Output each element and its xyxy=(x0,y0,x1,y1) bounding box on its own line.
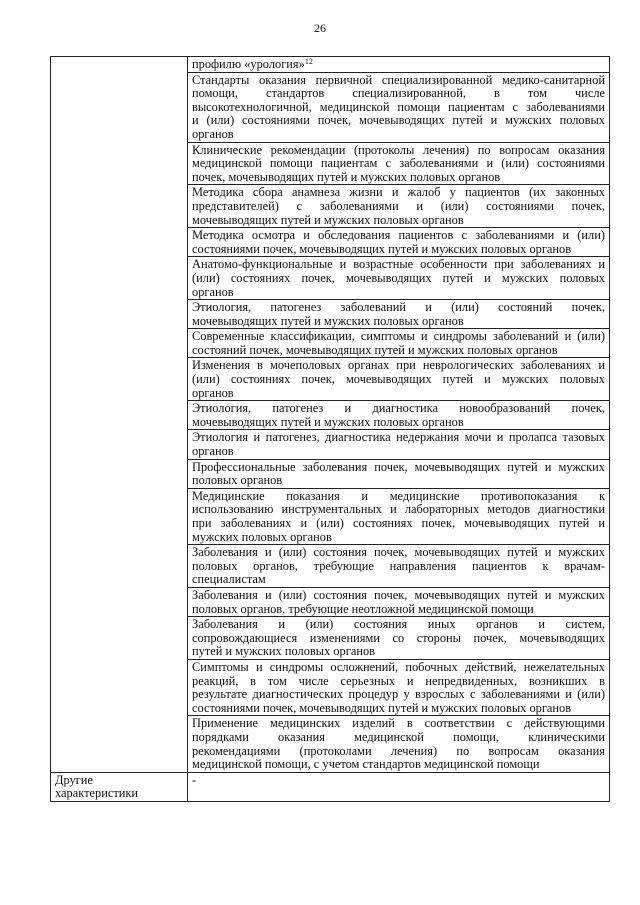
knowledge-item-line: Заболевания и (или) состояния почек, мочевыводящих путей и мужских xyxy=(192,587,605,602)
knowledge-item-line: Медицинские показания и медицинские противопоказания к xyxy=(192,488,605,503)
knowledge-item-line: (или) состояниях почек, мочевыводящих путей и мужских половых xyxy=(192,270,605,285)
knowledge-item-line: Симптомы и синдромы осложнений, побочных действий, нежелательных xyxy=(192,659,605,674)
knowledge-item-line: половых органов xyxy=(192,473,283,488)
knowledge-item-line: органов xyxy=(192,126,234,141)
knowledge-item-line: медицинской помощи, с учетом стандартов медицинской помощи xyxy=(192,757,540,772)
knowledge-item-line: Заболевания и (или) состояния почек, мочевыводящих путей и мужских xyxy=(192,545,605,560)
knowledge-item-line: Этиология, патогенез заболеваний и (или) состояний почек, xyxy=(192,300,605,315)
knowledge-item-line: Методика сбора анамнеза жизни и жалоб у пациентов (их законных xyxy=(192,185,605,200)
other-characteristics-label xyxy=(51,772,188,801)
knowledge-item-line: состояниями почек, мочевыводящих путей и мужских половых органов xyxy=(192,700,572,715)
knowledge-item-line: порядками оказания медицинской помощи, клиническими xyxy=(192,729,605,744)
knowledge-item-line: половых органов, требующие направления пациентов к врачам- xyxy=(192,558,605,573)
knowledge-item-line: специалистам xyxy=(192,572,266,587)
knowledge-item-line: представителей) с заболеваниями и (или) состояниями почек, xyxy=(192,198,605,213)
knowledge-item-line: состояний почек, мочевыводящих путей и мужских половых органов xyxy=(192,342,558,357)
knowledge-item-line: органов xyxy=(192,444,234,459)
knowledge-item-line: органов xyxy=(192,385,234,400)
knowledge-item-line: Этиология, патогенез и диагностика новообразований почек, xyxy=(192,401,605,416)
knowledge-item-line: состояниями почек, мочевыводящих путей и мужских половых органов xyxy=(192,241,572,256)
knowledge-item-line: Анатомо-функциональные и возрастные особенности при заболеваниях и xyxy=(192,257,605,272)
knowledge-item xyxy=(188,72,610,142)
knowledge-item xyxy=(188,430,610,459)
knowledge-item xyxy=(188,488,610,544)
knowledge-item xyxy=(188,659,610,715)
knowledge-item-line: Клинические рекомендации (протоколы лечения) по вопросам оказания xyxy=(192,142,605,157)
knowledge-item xyxy=(188,185,610,228)
knowledge-table-body xyxy=(51,57,610,802)
knowledge-item xyxy=(188,716,610,772)
page-number: 26 xyxy=(314,21,326,35)
knowledge-item-line: Профессиональные заболевания почек, мочевыводящих путей и мужских xyxy=(192,459,605,474)
knowledge-item-line: высокотехнологичной, медицинской помощи пациентам с заболеваниями xyxy=(192,99,605,114)
knowledge-item xyxy=(188,228,610,257)
knowledge-item-line: мочевыводящих путей и мужских половых органов xyxy=(192,313,464,328)
knowledge-item xyxy=(188,57,610,73)
knowledge-item-line: (или) состояниях почек, мочевыводящих путей и мужских половых xyxy=(192,372,605,387)
knowledge-item-text: профилю «урология» xyxy=(192,57,305,71)
knowledge-item-line: и (или) состояниями почек, мочевыводящих путей и мужских половых xyxy=(192,113,605,128)
knowledge-item-line: при заболеваниях и (или) состояниях почек, мочевыводящих путей и xyxy=(192,516,605,530)
knowledge-item xyxy=(188,617,610,660)
knowledge-item-line: помощи, стандартов специализированной, в том числе xyxy=(192,86,605,101)
knowledge-item xyxy=(188,257,610,300)
knowledge-item-line: Изменения в мочеполовых органах при неврологических заболеваниях и xyxy=(192,358,605,373)
knowledge-item-line: результате диагностических процедур у взрослых с заболеваниями и (или) xyxy=(192,687,605,702)
table-row xyxy=(51,57,610,73)
knowledge-item-line: Современные классификации, симптомы и синдромы заболеваний и (или) xyxy=(192,329,605,344)
knowledge-item xyxy=(188,329,610,358)
table-row xyxy=(51,772,610,801)
knowledge-item xyxy=(188,587,610,616)
other-characteristics-value: - xyxy=(188,772,610,801)
knowledge-item-line: рекомендациями (протоколами лечения) по вопросам оказания xyxy=(192,743,605,758)
other-characteristics-label-line: характеристики xyxy=(55,786,139,801)
knowledge-item xyxy=(188,545,610,588)
knowledge-item-line: органов xyxy=(192,284,234,299)
knowledge-item xyxy=(188,358,610,401)
knowledge-item-line: половых органов, требующие неотложной медицинской помощи xyxy=(192,601,534,616)
knowledge-item-line: медицинской помощи пациентам с заболеваниями и (или) состояниями xyxy=(192,156,605,171)
knowledge-item-line: мочевыводящих путей и мужских половых органов xyxy=(192,414,464,429)
knowledge-table xyxy=(50,56,610,802)
knowledge-item xyxy=(188,300,610,329)
knowledge-item-line: Заболевания и (или) состояния иных органов и систем, xyxy=(192,617,605,632)
knowledge-item-line: Методика осмотра и обследования пациентов с заболеваниями и (или) xyxy=(192,228,605,243)
knowledge-item-line: путей и мужских половых органов xyxy=(192,644,376,659)
knowledge-item-line: мочевыводящих путей и мужских половых органов xyxy=(192,212,464,227)
knowledge-item-line: Применение медицинских изделий в соответствии с действующими xyxy=(192,716,605,731)
knowledge-item xyxy=(188,459,610,488)
knowledge-item-line: реакций, в том числе серьезных и непредвиденных, возникших в xyxy=(192,673,605,688)
knowledge-item-line: Этиология и патогенез, диагностика недержания мочи и пролапса тазовых xyxy=(192,430,605,445)
knowledge-item-line: почек, мочевыводящих путей и мужских половых органов xyxy=(192,169,501,184)
left-label-cell xyxy=(51,57,188,773)
knowledge-item-line: мужских половых органов xyxy=(192,529,332,544)
knowledge-item xyxy=(188,401,610,430)
knowledge-item-line: использованию инструментальных и лабораторных методов диагностики xyxy=(192,502,605,517)
other-characteristics-label-line: Другие xyxy=(55,772,93,787)
footnote-marker: 12 xyxy=(304,57,313,66)
knowledge-item xyxy=(188,142,610,185)
knowledge-item-line: Стандарты оказания первичной специализированной медико-санитарной xyxy=(192,72,605,87)
knowledge-item-line: сопровождающиеся изменениями со стороны почек, мочевыводящих xyxy=(192,630,605,645)
